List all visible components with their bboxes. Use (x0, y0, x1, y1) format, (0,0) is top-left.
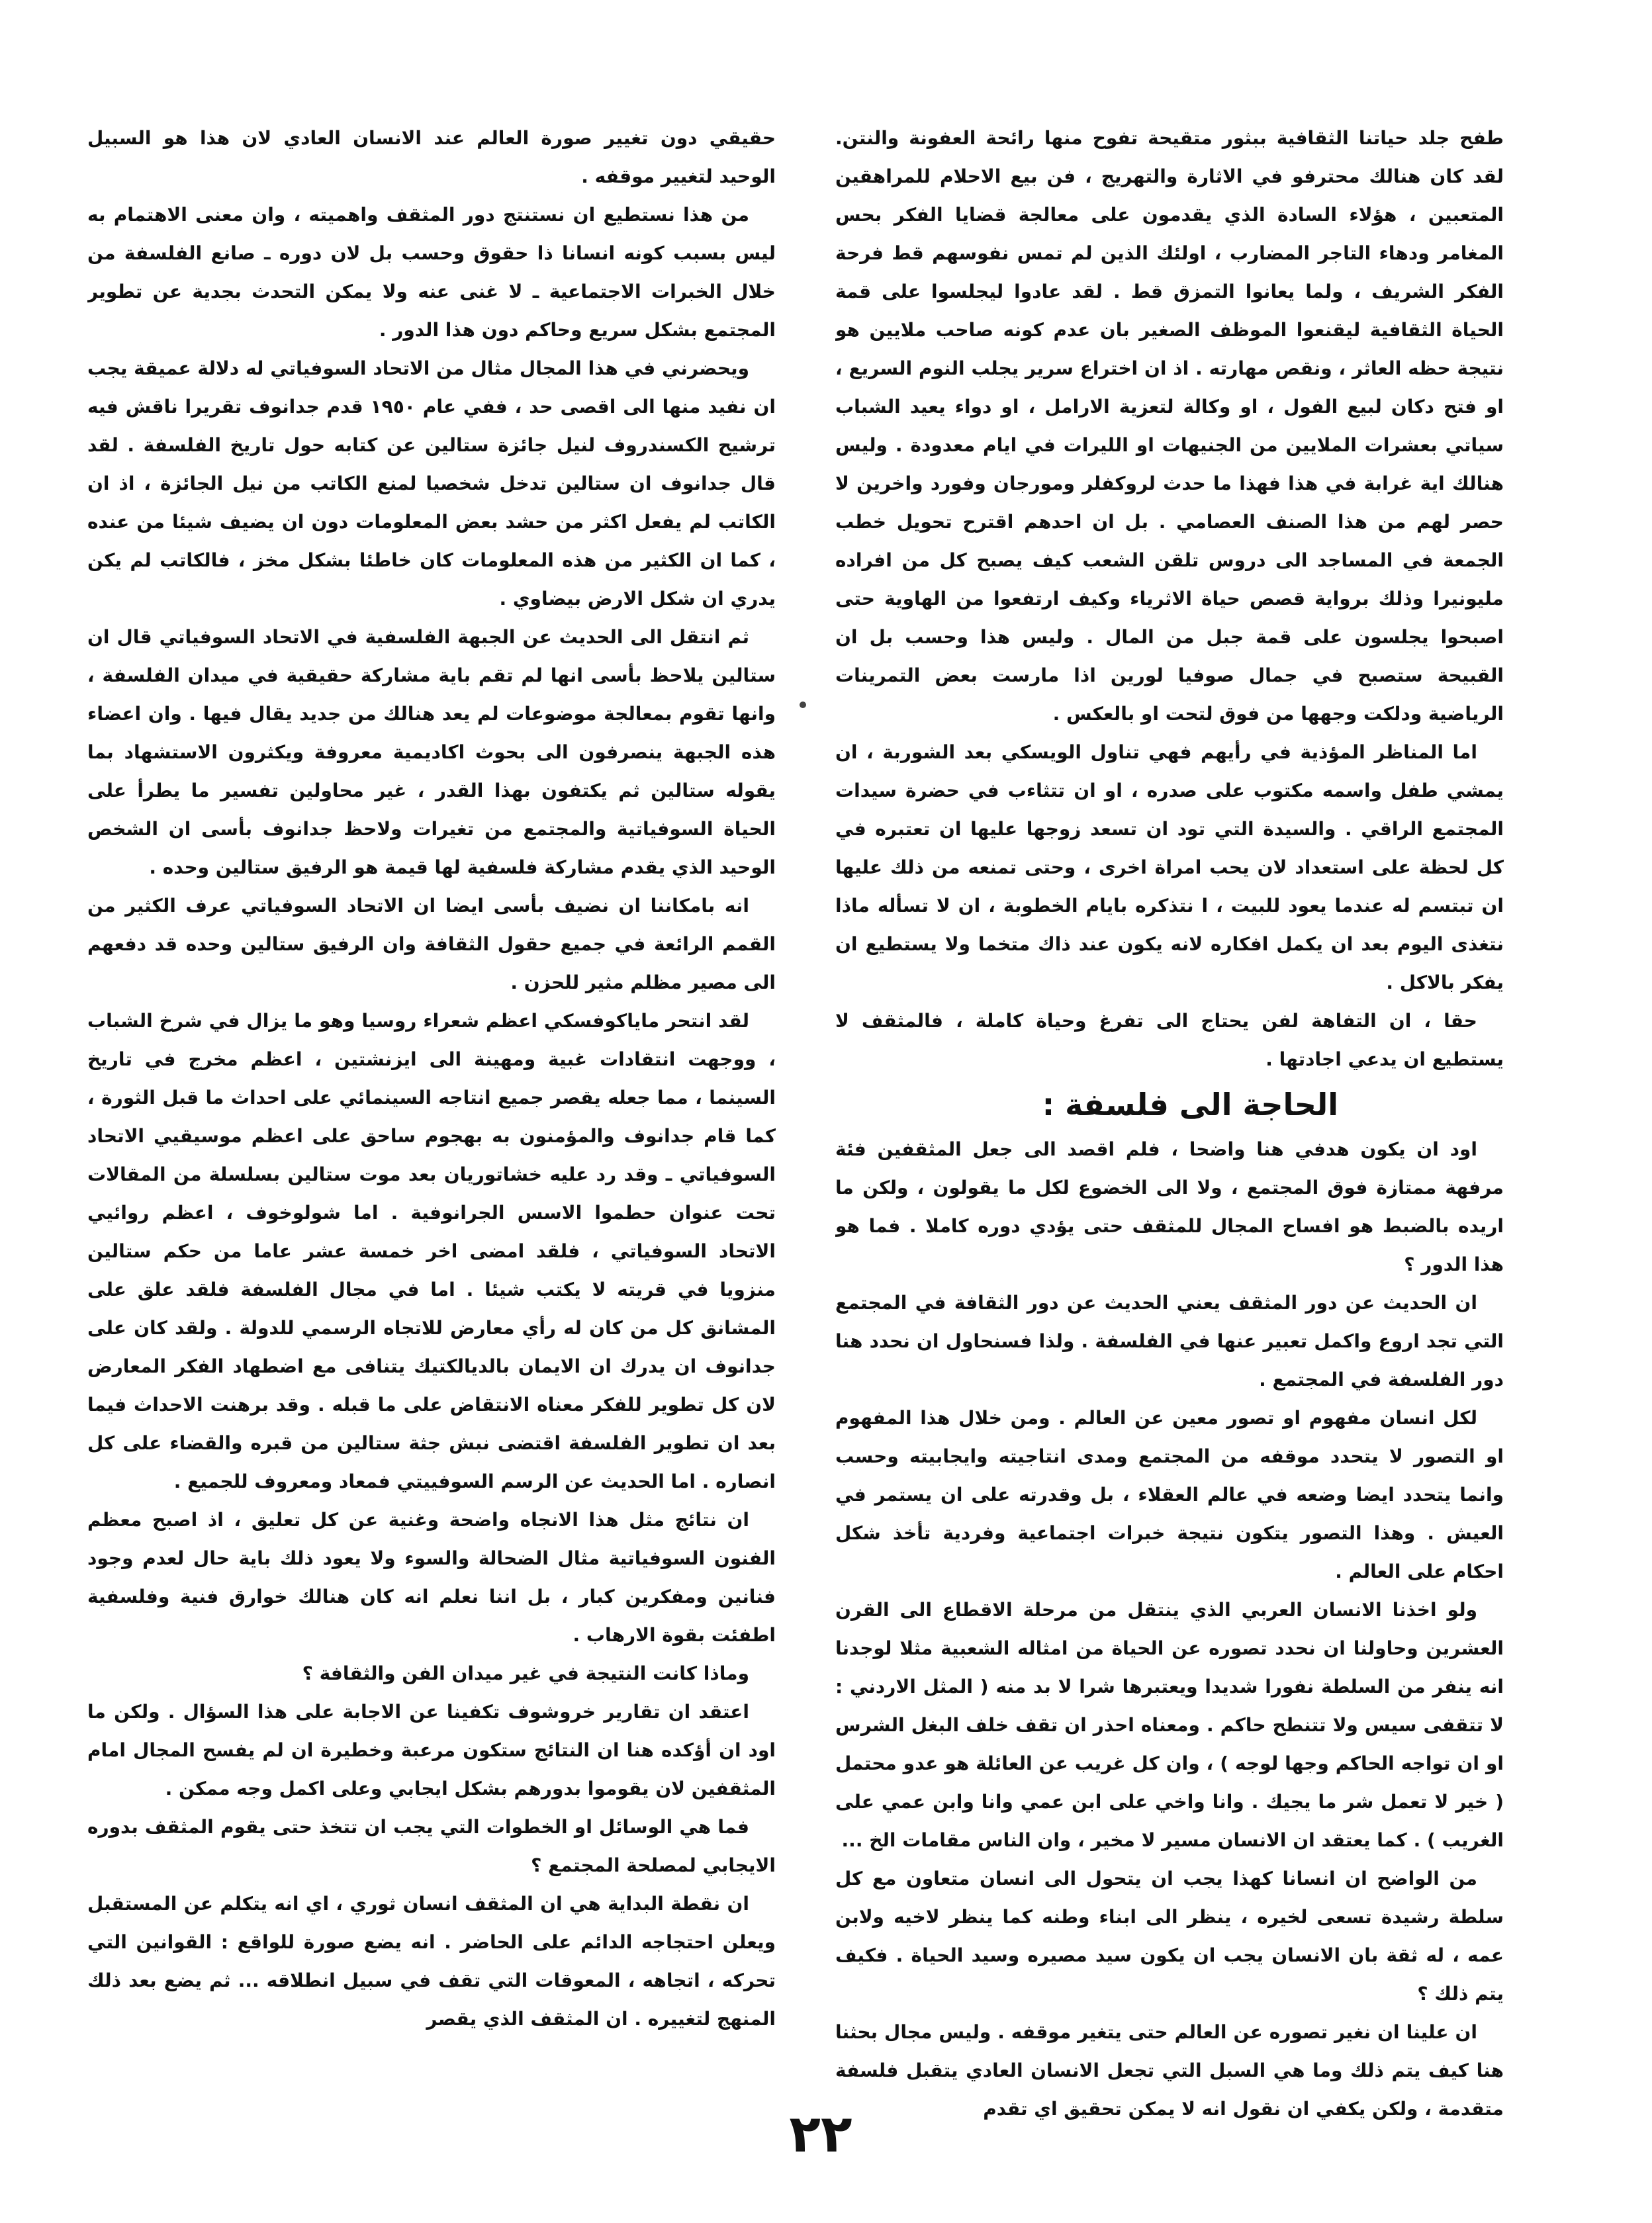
left-paragraph-4: ثم انتقل الى الحديث عن الجبهة الفلسفية في الاتحاد السوفياتي قال ان ستالين يلاحظ بأسى انها لم تقم باية مشاركة حقيقية في ميدان الفلسفة ، وانها تقوم بمعالجة موضوعات لم يعد هنالك من جديد يقال فيها . وان اعضاء هذه الجبهة ينصرفون الى بحوث اكاديمية معروفة ويكثرون الاستشهاد بما يقوله ستالين ثم يكتفون بهذا القدر ، غير محاولين تفسير ما يطرأ على الحياة السوفياتية والمجتمع من تغيرات ولاحظ جدانوف بأسى ان الشخص الوحيد الذي يقدم مشاركة فلسفية لها قيمة هو الرفيق ستالين وحده . (87, 626, 776, 878)
gutter-dot (800, 702, 806, 708)
right-paragraph-5: ان الحديث عن دور المثقف يعني الحديث عن دور الثقافة في المجتمع التي تجد اروع واكمل تعبير عنها في الفلسفة . ولذا فسنحاول ان نحدد هنا دور الفلسفة في المجتمع . (835, 1292, 1504, 1390)
left-paragraph-1: حقيقي دون تغيير صورة العالم عند الانسان العادي لان هذا هو السبيل الوحيد لتغيير موقفه . (87, 127, 776, 187)
right-column (835, 119, 1504, 2138)
right-paragraph-6: لكل انسان مفهوم او تصور معين عن العالم . ومن خلال هذا المفهوم او التصور لا يتحدد موقفه من المجتمع ومدى انتاجيته وايجابيته وحسب وانما يتحدد ايضا وضعه في عالم العقلاء ، بل وقدرته على ان يستمر في العيش . وهذا التصور يتكون نتيجة خبرات اجتماعية وفردية تأخذ شكل احكام على العالم . (835, 1407, 1504, 1582)
section-heading: الحاجة الى فلسفة : (1042, 1087, 1338, 1122)
left-paragraph-6: لقد انتحر ماياكوفسكي اعظم شعراء روسيا وهو ما يزال في شرخ الشباب ، ووجهت انتقادات غبية ومهينة الى ايزنشتين ، اعظم مخرج في تاريخ السينما ، مما جعله يقصر جميع انتاجه السينمائي على احداث ما قبل الثورة ، كما قام جدانوف والمؤمنون به بهجوم ساحق على اعظم موسيقيي الاتحاد السوفياتي ـ وقد رد عليه خشاتوريان بعد موت ستالين بسلسلة من المقالات تحت عنوان حطموا الاسس الجرانوفية . اما شولوخوف ، اعظم روائيي الاتحاد السوفياتي ، فلقد امضى اخر خمسة عشر عاما من حكم ستالين منزويا في قريته لا يكتب شيئا . اما في مجال الفلسفة فلقد علق على المشانق كل من كان له رأي معارض للاتجاه الرسمي للدولة . ولقد كان على جدانوف ان يدرك ان الايمان بالديالكتيك يتنافى مع اضطهاد الفكر المعارض لان كل تطوير للفكر معناه الانتقاض على ما قبله . وقد برهنت الاحداث فيما بعد ان تطوير الفلسفة اقتضى نبش جثة ستالين من قبره والقضاء على كل انصاره . اما الحديث عن الرسم السوفييتي فمعاد ومعروف للجميع . (87, 1010, 776, 1492)
page-number: ٢٢ (789, 2105, 852, 2164)
left-paragraph-8: وماذا كانت النتيجة في غير ميدان الفن والثقافة ؟ (302, 1662, 749, 1684)
left-paragraph-11: ان نقطة البداية هي ان المثقف انسان ثوري ، اي انه يتكلم عن المستقبل ويعلن احتجاجه الدائم على الحاضر . انه يضع صورة للواقع : القوانين التي تحركه ، اتجاهه ، المعوقات التي تقف في سبيل انطلاقه ... ثم يضع بعد ذلك المنهج لتغييره . ان المثقف الذي يقصر (87, 1893, 776, 2030)
left-paragraph-2: من هذا نستطيع ان نستنتج دور المثقف واهميته ، وان معنى الاهتمام به ليس بسبب كونه انسانا ذا حقوق وحسب بل لان دوره ـ صانع الفلسفة من خلال الخبرات الاجتماعية ـ لا غنى عنه ولا يمكن التحدث بجدية عن تطوير المجتمع بشكل سريع وحاكم دون هذا الدور . (87, 204, 776, 341)
left-paragraph-10: فما هي الوسائل او الخطوات التي يجب ان تتخذ حتى يقوم المثقف بدوره الايجابي لمصلحة المجتمع ؟ (87, 1816, 776, 1876)
left-paragraph-5: انه بامكاننا ان نضيف بأسى ايضا ان الاتحاد السوفياتي عرف الكثير من القمم الرائعة في جميع حقول الثقافة وان الرفيق ستالين وحده قد دفعهم الى مصير مظلم مثير للحزن . (87, 895, 776, 993)
right-paragraph-1: طفح جلد حياتنا الثقافية ببثور متقيحة تفوح منها رائحة العفونة والنتن. لقد كان هنالك محترفو في الاثارة والتهريج ، فن بيع الاحلام للمراهقين المتعبين ، هؤلاء السادة الذي يقدمون على معالجة قضايا الفكر بحس المغامر ودهاء التاجر المضارب ، اولئك الذين لم تمس نفوسهم قط فرحة الفكر الشريف ، ولما يعانوا التمزق قط . لقد عادوا ليجلسوا على قمة الحياة الثقافية ليقنعوا الموظف الصغير بان عدم كونه صاحب ملايين هو نتيجة حظه العاثر ، ونقص مهارته . اذ ان اختراع سرير يجلب النوم السريع ، او فتح دكان لبيع الفول ، او وكالة لتعزية الارامل ، او دواء يعيد الشباب سياتي بعشرات الملايين من الجنيهات او الليرات في ايام معدودة . وليس هنالك اية غرابة في هذا فهذا ما حدث لروكفلر ومورجان وفورد واخرين لا حصر لهم من هذا الصنف العصامي . بل ان احدهم اقترح تحويل خطب الجمعة في المساجد الى دروس تلقن الشعب كيف يصبح كل من افراده مليونيرا وذلك برواية قصص حياة الاثرياء وكيف ارتفعوا من الهاوية حتى اصبحوا يجلسون على قمة جبل من المال . وليس هذا وحسب بل ان القبيحة ستصبح في جمال صوفيا لورين اذا مارست بعض التمرينات الرياضية ودلكت وجهها من فوق لتحت او بالعكس . (835, 127, 1504, 725)
left-paragraph-9: اعتقد ان تقارير خروشوف تكفينا عن الاجابة على هذا السؤال . ولكن ما اود ان أؤكده هنا ان النتائج ستكون مرعبة وخطيرة ان لم يفسح المجال امام المثقفين لان يقوموا بدورهم بشكل ايجابي وعلى اكمل وجه ممكن . (87, 1701, 776, 1799)
left-column (87, 119, 776, 2138)
right-paragraph-2: اما المناظر المؤذية في رأيهم فهي تناول الويسكي بعد الشوربة ، ان يمشي طفل واسمه مكتوب على صدره ، او ان تتثاءب في حضرة سيدات المجتمع الراقي . والسيدة التي تود ان تسعد زوجها عليها ان تعتبره في كل لحظة على استعداد لان يحب امراة اخرى ، وحتى تمنعه من ذلك عليها ان تبتسم له عندما يعود للبيت ، ا نتذكره بايام الخطوبة ، ان لا تسأله ماذا نتغذى اليوم بعد ان يكمل افكاره لانه يكون عند ذاك متخما ولا يستطيع ان يفكر بالاكل . (835, 741, 1504, 993)
right-paragraph-3: حقا ، ان التفاهة لفن يحتاج الى تفرغ وحياة كاملة ، فالمثقف لا يستطيع ان يدعي اجادتها . (835, 1010, 1504, 1070)
right-paragraph-7: ولو اخذنا الانسان العربي الذي ينتقل من مرحلة الاقطاع الى القرن العشرين وحاولنا ان نحدد تصوره عن الحياة من امثاله الشعبية مثلا لوجدنا انه ينفر من السلطة نفورا شديدا ويعتبرها شرا لا بد منه ( المثل الاردني : لا تتقفى سيس ولا تتنطح حاكم . ومعناه احذر ان تقف خلف البغل الشرس او ان تواجه الحاكم وجها لوجه ) ، وان كل غريب عن العائلة هو عدو محتمل ( خير لا تعمل شر ما يجيك . وانا واخي على ابن عمي وانا وابن عمي على الغريب ) . كما يعتقد ان الانسان مسير لا مخير ، وان الناس مقامات الخ ... (835, 1599, 1504, 1851)
left-paragraph-3: ويحضرني في هذا المجال مثال من الاتحاد السوفياتي له دلالة عميقة يجب ان نفيد منها الى اقصى حد ، ففي عام ١٩٥٠ قدم جدانوف تقريرا ناقش فيه ترشيح الكسندروف لنيل جائزة ستالين عن كتابه حول تاريخ الفلسفة . لقد قال جدانوف ان ستالين تدخل شخصيا لمنع الكاتب من نيل الجائزة ، اذ ان الكاتب لم يفعل اكثر من حشد بعض المعلومات دون ان يضيف شيئا من عنده ، كما ان الكثير من هذه المعلومات كان خاطئا بشكل مخز ، فالكاتب لم يكن يدري ان شكل الارض بيضاوي . (87, 357, 776, 610)
right-paragraph-9: ان علينا ان نغير تصوره عن العالم حتى يتغير موقفه . وليس مجال بحثنا هنا كيف يتم ذلك وما هي السبل التي تجعل الانسان العادي يتقبل فلسفة متقدمة ، ولكن يكفي ان نقول انه لا يمكن تحقيق اي تقدم (835, 2021, 1504, 2120)
right-paragraph-4: اود ان يكون هدفي هنا واضحا ، فلم اقصد الى جعل المثقفين فئة مرفهة ممتازة فوق المجتمع ، ولا الى الخضوع لكل ما يقولون ، ولكن ما اريده بالضبط هو افساح المجال للمثقف حتى يؤدي دوره كاملا . فما هو هذا الدور ؟ (835, 1138, 1504, 1275)
left-paragraph-7: ان نتائج مثل هذا الانجاه واضحة وغنية عن كل تعليق ، اذ اصبح معظم الفنون السوفياتية مثال الضحالة والسوء ولا يعود ذلك باية حال لعدم وجود فنانين ومفكرين كبار ، بل اننا نعلم انه كان هنالك خوارق فنية وفلسفية اطفئت بقوة الارهاب . (87, 1509, 776, 1646)
right-paragraph-8: من الواضح ان انسانا كهذا يجب ان يتحول الى انسان متعاون مع كل سلطة رشيدة تسعى لخيره ، ينظر الى ابناء وطنه كما ينظر لاخيه ولابن عمه ، له ثقة بان الانسان يجب ان يكون سيد مصيره وسيد الحياة . فكيف يتم ذلك ؟ (835, 1868, 1504, 2005)
